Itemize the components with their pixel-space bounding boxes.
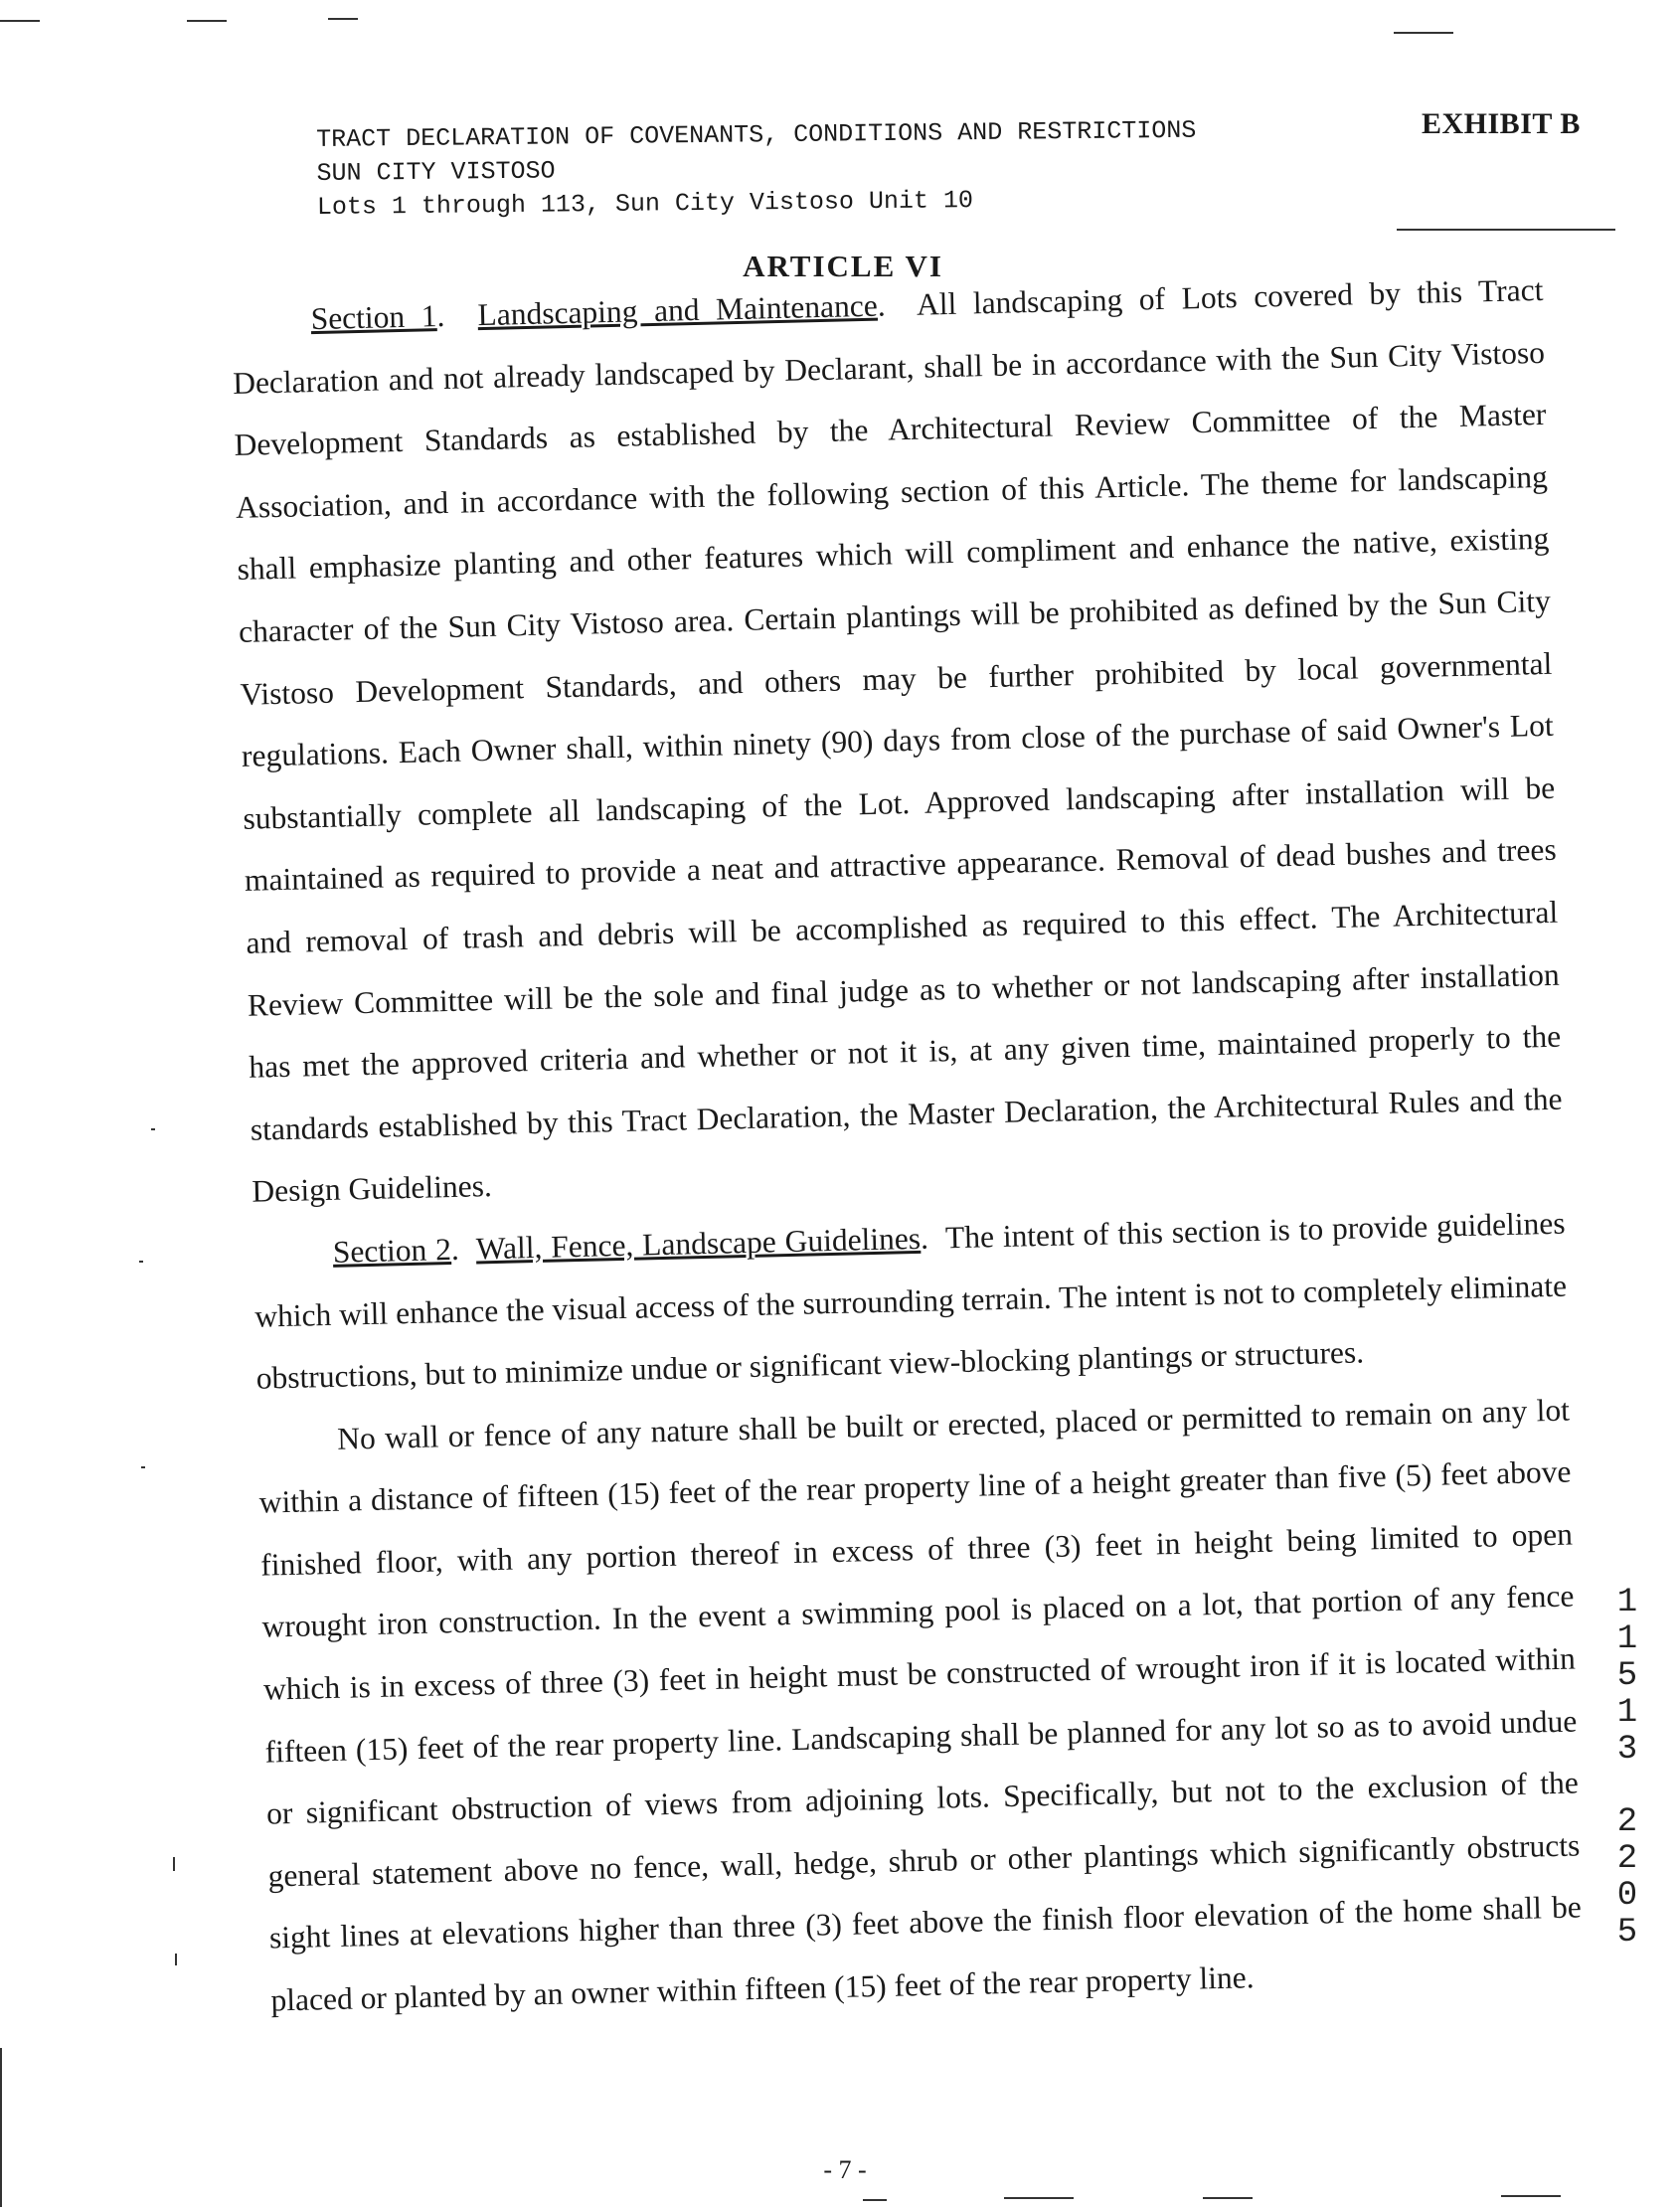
- scan-mark: [141, 1466, 145, 1468]
- scan-mark: [1397, 229, 1615, 231]
- scan-mark: [1394, 32, 1453, 34]
- scan-mark: [0, 20, 40, 22]
- recording-stamp: [1612, 1585, 1642, 1952]
- stamp-digit: 5: [1616, 1914, 1638, 1952]
- section-2-title: Wall, Fence, Landscape Guidelines: [475, 1220, 922, 1267]
- scan-mark: [863, 2199, 887, 2201]
- scan-mark: [187, 20, 227, 22]
- document-body: [231, 259, 1584, 2032]
- section-2-label: Section 2: [332, 1231, 452, 1270]
- article-title: ARTICLE VI: [743, 249, 943, 283]
- header-lots: Lots 1 through 113, Sun City Vistoso Unit 10: [316, 186, 974, 222]
- scan-mark: [139, 1261, 143, 1263]
- stamp-digit: 1: [1616, 1694, 1638, 1732]
- stamp-digit: 5: [1616, 1657, 1638, 1695]
- scan-mark: [173, 1857, 175, 1871]
- section-2-paragraph-2: No wall or fence of any nature shall be built or erected, placed or permitted to remain on any lot within a distance of fifteen (15) feet of the rear property line of a height greater than five (5) feet above finished floor, with any portion thereof in excess of three (3) feet in height being limited to open wrought iron construction. In the event a swimming pool is placed on a lot, that portion of any fence which is in excess of three (3) feet in height must be constructed of wrought iron if it is located within fifteen (15) feet of the rear property line. Landscaping shall be planned for any lot so as to avoid undue or significant obstruction of views from adjoining lots. Specifically, but not to the exclusion of the general statement above no fence, wall, hedge, shrub or other plantings which significantly obstructs sight lines at elevations higher than three (3) feet above the finish floor elevation of the home shall be placed or planted by an owner within fifteen (15) feet of the rear property line.: [258, 1392, 1583, 2018]
- stamp-digit: 1: [1616, 1620, 1638, 1658]
- section-1-paragraph: Section 1. Landscaping and Maintenance. All landscaping of Lots covered by this Tract Declaration and not already landscaped by Declarant, shall be in accordance with the Sun City Vistoso Development Standards as established by the Architectural Review Committee of the Master Association, and in accordance with the following section of this Article. The theme for landscaping shall emphasize planting and other features which will compliment and enhance the native, existing character of the Sun City Vistoso area. Certain plantings will be prohibited as defined by the Sun City Vistoso Development Standards, and others may be further prohibited by local governmental regulations. Each Owner shall, within ninety (90) days from close of the purchase of said Owner's Lot substantially complete all landscaping of the Lot. Approved landscaping after installation will be maintained as required to provide a neat and attractive appearance. Removal of dead bushes and trees and removal of trash and debris will be accomplished as required to this effect. The Architectural Review Committee will be the sole and final judge as to whether or not landscaping after installation has met the approved criteria and whether or not it is, at any given time, maintained properly to the standards established by this Tract Declaration, the Master Declaration, the Architectural Rules and the Design Guidelines.: [232, 271, 1563, 1210]
- scan-mark: [151, 1128, 155, 1130]
- document-header: [316, 114, 1197, 225]
- scan-mark: [1501, 2195, 1561, 2197]
- scan-mark: [1004, 2197, 1074, 2199]
- section-2-text: The intent of this section is to provide guidelines which will enhance the visual access of the surrounding terrain. The intent is not to completely eliminate obstructions, but to minimize undue or significant view-blocking plantings or structures.: [253, 1205, 1568, 1396]
- header-title: TRACT DECLARATION OF COVENANTS, CONDITIONS AND RESTRICTIONS: [316, 115, 1197, 154]
- scan-mark: [175, 1954, 177, 1965]
- stamp-digit: 0: [1616, 1877, 1638, 1915]
- stamp-digit: 1: [1616, 1584, 1638, 1621]
- exhibit-label: EXHIBIT B: [1422, 107, 1581, 140]
- header-subtitle: SUN CITY VISTOSO: [316, 156, 556, 188]
- section-1-label: Section 1: [310, 298, 437, 337]
- scan-mark: [1203, 2197, 1253, 2199]
- stamp-digit: 2: [1616, 1840, 1638, 1878]
- page-number: - 7 -: [823, 2155, 867, 2184]
- scan-mark: [328, 18, 358, 20]
- stamp-digit: 2: [1616, 1803, 1638, 1841]
- section-2-paragraph: Section 2. Wall, Fence, Landscape Guidelines. The intent of this section is to provide guidelines which will enhance the visual access of the surrounding terrain. The intent is not to completely eliminate obstructions, but to minimize undue or significant view-blocking plantings or structures.: [253, 1205, 1568, 1396]
- stamp-digit: 3: [1616, 1731, 1638, 1769]
- section-1-title: Landscaping and Maintenance: [477, 287, 879, 333]
- section-1-text: All landscaping of Lots covered by this Tract Declaration and not already landscaped by Declarant, shall be in accordance with the Sun City Vistoso Development Standards as established by the Architectural Review Committee of the Master Association, and in accordance with the following section of this Article. The theme for landscaping shall emphasize planting and other features which will compliment and enhance the native, existing character of the Sun City Vistoso area. Certain plantings will be prohibited as defined by the Sun City Vistoso Development Standards, and others may be further prohibited by local governmental regulations. Each Owner shall, within ninety (90) days from close of the purchase of said Owner's Lot substantially complete all landscaping of the Lot. Approved landscaping after installation will be maintained as required to provide a neat and attractive appearance. Removal of dead bushes and trees and removal of trash and debris will be accomplished as required to this effect. The Architectural Review Committee will be the sole and final judge as to whether or not landscaping after installation has met the approved criteria and whether or not it is, at any given time, maintained properly to the standards established by this Tract Declaration, the Master Declaration, the Architectural Rules and the Design Guidelines.: [232, 271, 1563, 1210]
